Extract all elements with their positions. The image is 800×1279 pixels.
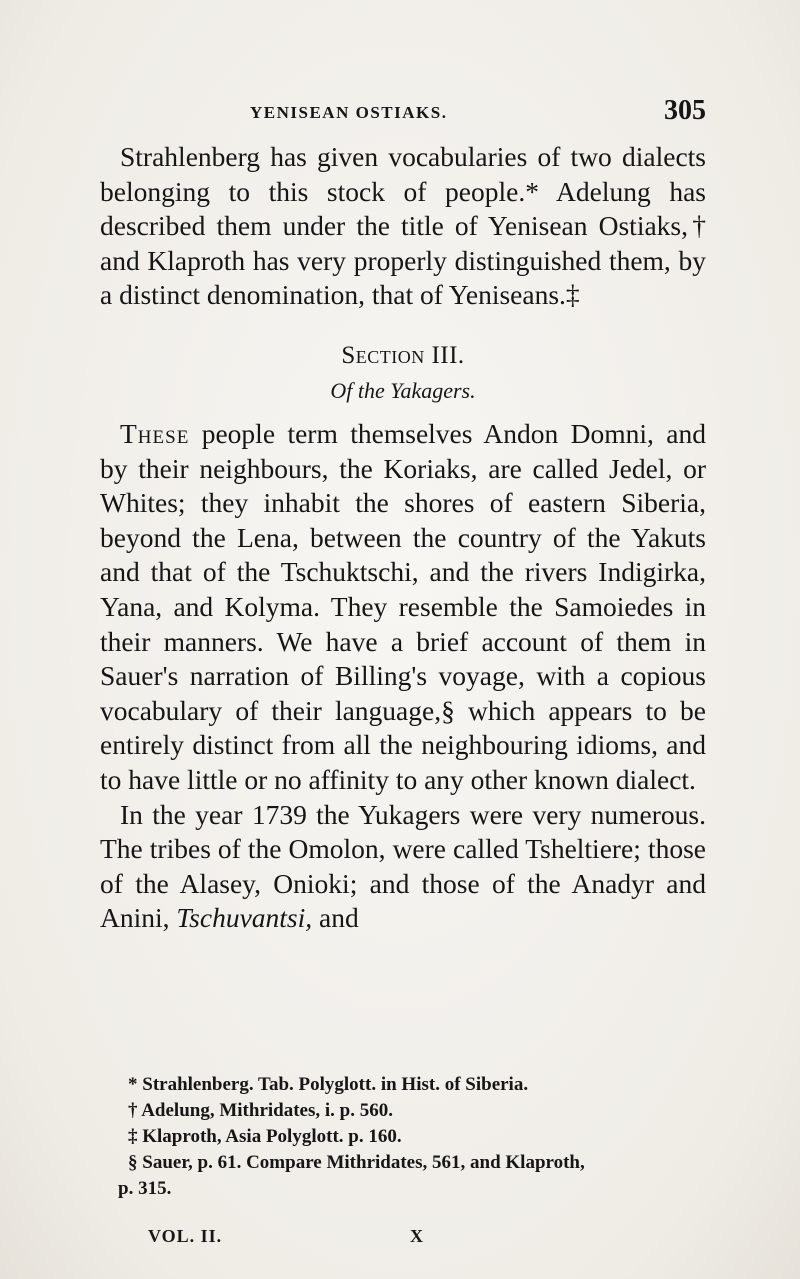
paragraph-yakagers (100, 417, 706, 798)
main-text (100, 140, 706, 936)
footnote-3: ‡ Klaproth, Asia Polyglott. p. 160. (128, 1126, 402, 1147)
signature-mark: X (410, 1226, 423, 1246)
paragraph-lead-word: These (120, 417, 190, 449)
tribe-name-italic: Tschuvantsi, (176, 902, 313, 934)
paragraph-yenisean: Strahlenberg has given vocabularies of two dialects belonging to this stock of people.* Adelung has described them under the title of Yenisean Ostiaks,† and Klaproth has very properly distinguished them, by a distinct denomination, that of Yeniseans.‡ (100, 141, 706, 311)
signature-volume: VOL. II. (148, 1226, 223, 1246)
paragraph-1739 (100, 798, 706, 936)
running-head: YENISEAN OSTIAKS. (250, 103, 448, 122)
page-number: 305 (664, 95, 706, 126)
footnotes (100, 1072, 720, 1202)
paragraph-1739-tail: and (312, 902, 359, 934)
footnote-1: * Strahlenberg. Tab. Polyglott. in Hist. of Siberia. (128, 1074, 529, 1095)
page-header (100, 95, 706, 135)
paragraph-1739-text: In the year 1739 the Yukagers were very numerous. The tribes of the Omolon, were called Tsheltiere; those of the Alasey, Onioki; and those of the Anadyr and Anini, (100, 798, 706, 934)
paragraph-yakagers-text: people term themselves Andon Domni, and by their neighbours, the Koriaks, are called Jedel, or Whites; they inhabit the shores of eastern Siberia, beyond the Lena, between the country of the Yakuts and that of the Tschuktschi, and the rivers Indigirka, Yana, and Kolyma. They resemble the Samoiedes in their manners. We have a brief account of them in Sauer's narration of Billing's voyage, with a copious vocabulary of their language,§ which appears to be entirely distinct from all the neighbouring idioms, and to have little or no affinity to any other known dialect. (100, 417, 706, 795)
footnote-4-continued: p. 315. (118, 1178, 172, 1199)
footnote-4: § Sauer, p. 61. Compare Mithridates, 561, and Klaproth, (128, 1152, 585, 1173)
section-heading: Section III. (341, 341, 465, 369)
section-subtitle: Of the Yakagers. (330, 377, 476, 403)
footnote-2: † Adelung, Mithridates, i. p. 560. (128, 1100, 393, 1121)
